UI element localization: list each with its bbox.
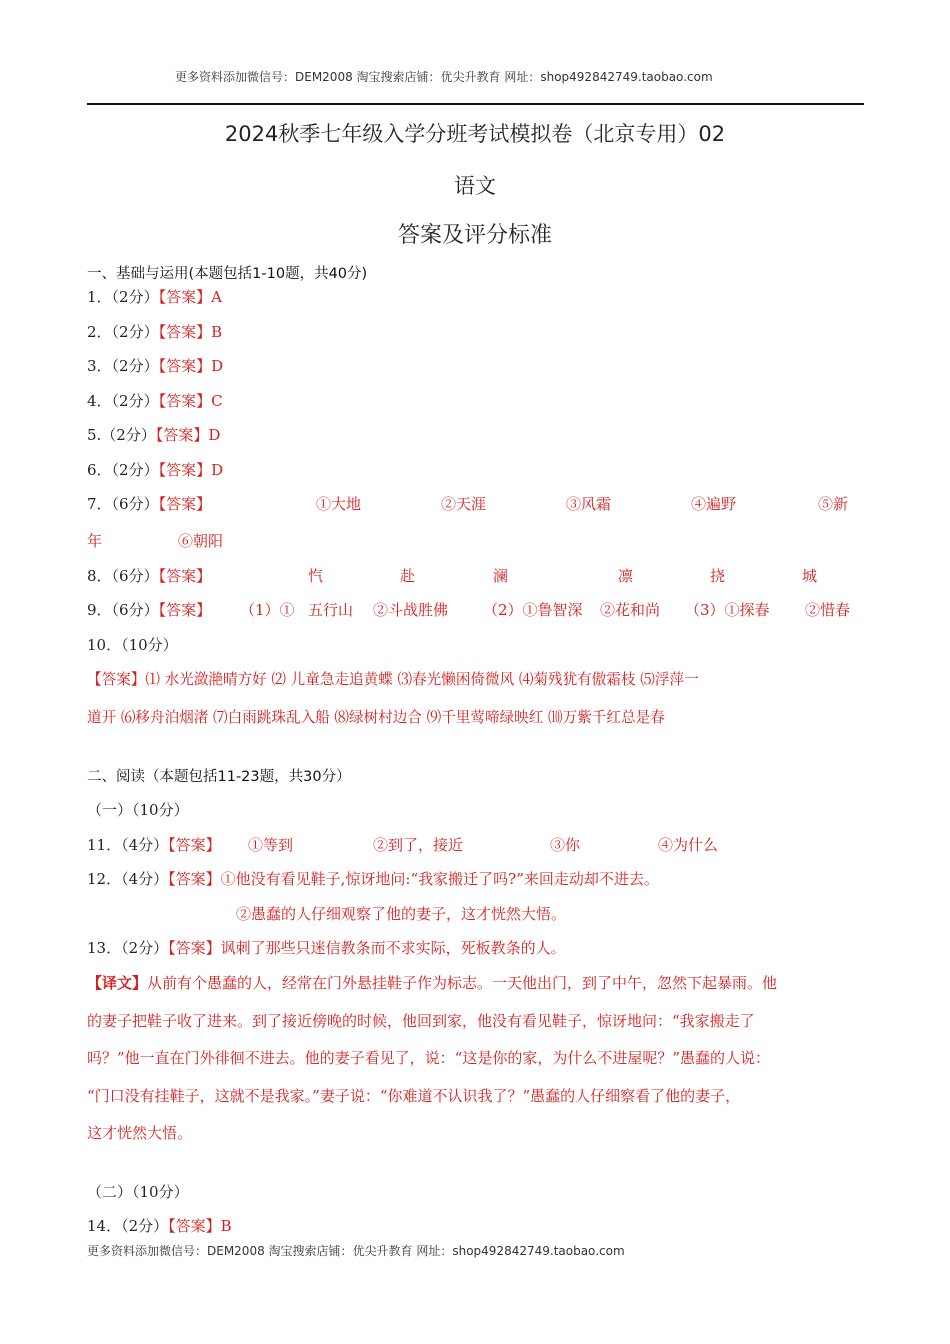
q9-item: ②斗战胜佛 [373,601,449,619]
question-1 [87,286,222,307]
subject-title: 语文 [454,174,496,198]
translation-line-1 [87,972,777,993]
question-number: 1．（2分） [87,288,159,306]
question-number: 7．（6分） [87,495,159,513]
answer-value: B [211,323,223,341]
answer-tag: 【答案】 [158,601,212,619]
question-14 [87,1215,232,1236]
question-5 [87,424,220,445]
q8-item: 城 [802,567,818,585]
part-1-heading: （一）（10分） [87,801,189,819]
question-6 [87,459,223,480]
answer-tag: 【答案】 [158,392,212,410]
question-number: 11．（4分） [87,836,169,854]
q9-item: （2）①鲁智深 [483,601,583,619]
q10-answer-line-2: 道开 ⑹移舟泊烟渚 ⑺白雨跳珠乱入船 ⑻绿树村边合 ⑼千里莺啼绿映红 ⑽万紫千红总是春 [87,709,665,726]
q8-item: 忾 [308,567,324,585]
q7-item: ①大地 [316,495,362,513]
q7-item: 年 [87,532,103,550]
question-13 [87,937,566,958]
question-number: 4．（2分） [87,392,159,410]
q7-item: ⑤新 [818,495,849,513]
q9-item: （1）① [240,601,295,619]
answer-tag: 【答案】 [168,836,221,854]
question-9 [87,599,211,620]
q11-item: ④为什么 [658,836,719,854]
q7-item: ⑥朝阳 [178,532,224,550]
question-11 [87,834,221,855]
question-7 [87,493,211,514]
answer-tag: 【答案】 [158,357,212,375]
question-number: 14．（2分） [87,1217,169,1235]
question-3 [87,355,223,376]
question-number: 5.（2分） [87,426,156,444]
answer-text: ①他没有看见鞋子,惊讶地问:“我家搬迁了吗?”来回走动却不进去。 [220,870,659,888]
question-number: 12．（4分） [87,870,169,888]
answer-tag: 【答案】 [168,1217,221,1235]
question-12 [87,868,659,889]
answer-value: D [208,426,221,444]
q9-item: ②花和尚 [600,601,661,619]
q8-item: 挠 [710,567,726,585]
answer-tag: 【答案】 [158,461,212,479]
page-footer: 更多资料添加微信号：DEM2008 淘宝搜索店铺：优尖升教育 网址：shop492842749.taobao.com [87,1244,625,1258]
q9-item: （3）①探春 [685,601,770,619]
answer-tag: 【答案】 [158,288,212,306]
question-number: 8．（6分） [87,567,159,585]
translation-line-3: 吗？”他一直在门外徘徊不进去。他的妻子看见了，说：“这是你的家，为什么不进屋呢？”愚蠢的人说： [87,1049,771,1067]
page-title: 2024秋季七年级入学分班考试模拟卷（北京专用）02 [224,122,726,146]
answer-key-title: 答案及评分标准 [397,223,552,248]
section2-heading: 二、阅读（本题包括11-23题，共30分） [87,769,351,785]
answer-tag: 【答案】 [168,939,221,957]
answer-tag: 【答案】 [158,495,212,513]
header-divider [87,103,864,105]
q10-answer-line-1 [87,668,699,689]
translation-line-2: 的妻子把鞋子收了进来。到了接近傍晚的时候，他回到家，他没有看见鞋子，惊讶地问：“我家搬走了 [87,1012,755,1030]
q12-answer-line-2: ②愚蠢的人仔细观察了他的妻子，这才恍然大悟。 [236,905,567,923]
question-8 [87,565,211,586]
answer-tag: 【答案】 [168,870,221,888]
answer-tag: 【答案】 [155,426,209,444]
translation-text: 从前有个愚蠢的人，经常在门外悬挂鞋子作为标志。一天他出门，到了中午，忽然下起暴雨。他 [147,974,778,992]
answer-text: 讽刺了那些只迷信教条而不求实际，死板教条的人。 [220,939,566,957]
question-2 [87,321,222,342]
translation-tag: 【译文】 [87,974,148,992]
q8-item: 赴 [400,567,416,585]
answer-value: A [211,288,222,306]
q11-item: ①等到 [248,836,294,854]
part-2-heading: （二）（10分） [87,1183,189,1201]
q9-item: 五行山 [308,601,354,619]
question-10: 10．（10分） [87,636,178,654]
answer-text: ⑴ 水光潋滟晴方好 ⑵ 儿童急走追黄蝶 ⑶春光懒困倚微风 ⑷菊残犹有傲霜枝 ⑸浮萍一 [145,671,699,688]
translation-line-5: 这才恍然大悟。 [87,1124,193,1142]
answer-value: C [211,392,223,410]
translation-line-4: “门口没有挂鞋子，这就不是我家。”妻子说：“你难道不认识我了？”愚蠢的人仔细察看了他的妻子， [87,1087,741,1105]
page-header: 更多资料添加微信号：DEM2008 淘宝搜索店铺：优尖升教育 网址：shop492842749.taobao.com [175,70,713,84]
q7-item: ②天涯 [441,495,487,513]
question-number: 2．（2分） [87,323,159,341]
section1-heading: 一、基础与运用(本题包括1-10题，共40分) [87,266,368,282]
q8-item: 凛 [618,567,634,585]
question-number: 6．（2分） [87,461,159,479]
answer-tag: 【答案】 [87,671,146,688]
question-number: 13．（2分） [87,939,169,957]
answer-value: B [220,1217,232,1235]
answer-value: D [211,357,224,375]
q11-item: ③你 [550,836,581,854]
q8-item: 澜 [493,567,509,585]
answer-value: D [211,461,224,479]
question-4 [87,390,223,411]
question-number: 9．（6分） [87,601,159,619]
q9-item: ②惜春 [805,601,851,619]
q7-item: ③风霜 [566,495,612,513]
answer-tag: 【答案】 [158,323,212,341]
question-number: 3．（2分） [87,357,159,375]
answer-tag: 【答案】 [158,567,212,585]
q7-item: ④遍野 [691,495,737,513]
q11-item: ②到了，接近 [373,836,464,854]
